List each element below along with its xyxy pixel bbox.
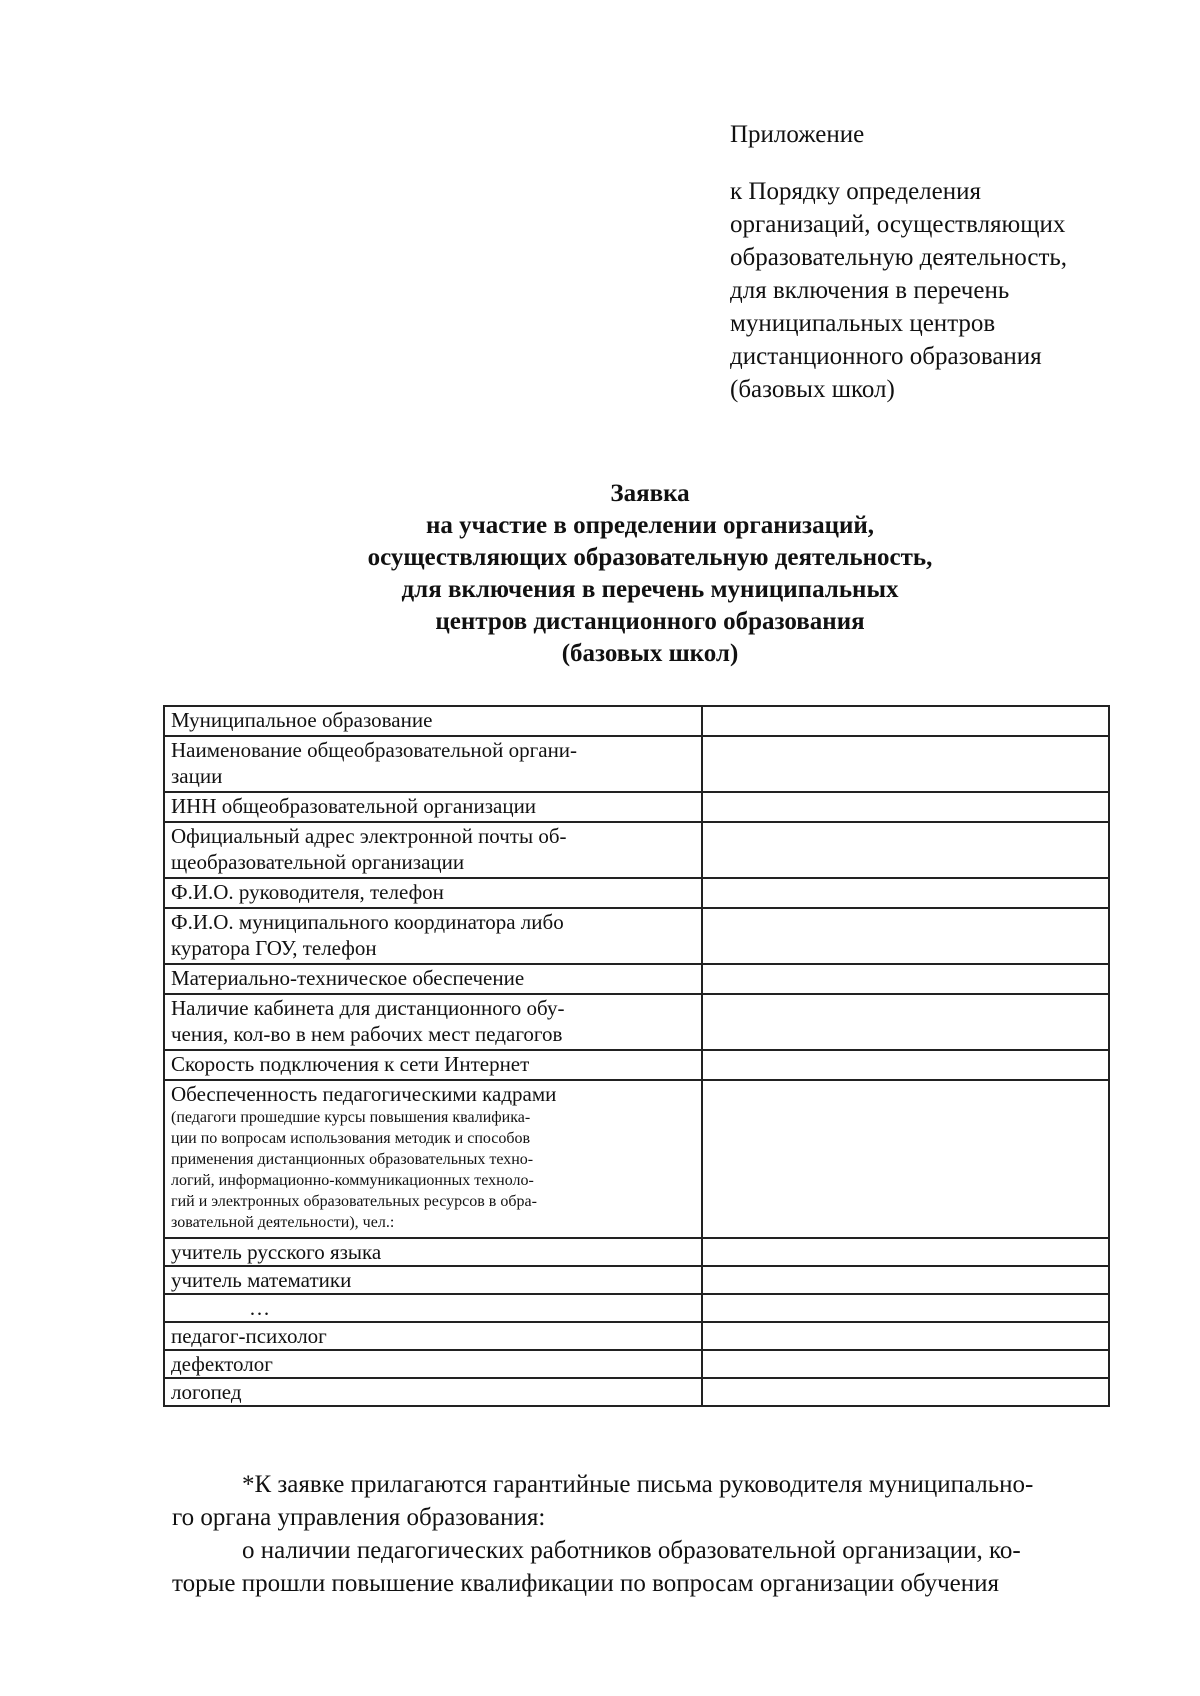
row-value-cell[interactable] <box>702 1350 1109 1378</box>
footnote-line: о наличии педагогических работников образовательной организации, ко- <box>242 1537 1021 1564</box>
table-row <box>164 964 1109 994</box>
appendix-title: Приложение <box>730 121 865 148</box>
table-row <box>164 908 1109 964</box>
document-title <box>160 478 1140 670</box>
title-line: для включения в перечень муниципальных <box>401 576 899 603</box>
row-label: Ф.И.О. муниципального координатора либо куратора ГОУ, телефон <box>164 908 702 964</box>
row-value-cell[interactable] <box>702 1050 1109 1080</box>
table-row <box>164 1080 1109 1238</box>
row-label: Муниципальное образование <box>164 706 702 736</box>
row-value-cell[interactable] <box>702 736 1109 792</box>
row-value-cell[interactable] <box>702 908 1109 964</box>
table-row <box>164 822 1109 878</box>
row-value-cell[interactable] <box>702 822 1109 878</box>
table-row <box>164 1322 1109 1350</box>
row-value-cell[interactable] <box>702 1322 1109 1350</box>
row-value-cell[interactable] <box>702 1266 1109 1294</box>
row-label: Наименование общеобразовательной органи- зации <box>164 736 702 792</box>
row-value-cell[interactable] <box>702 994 1109 1050</box>
table-row <box>164 736 1109 792</box>
row-value-cell[interactable] <box>702 1378 1109 1406</box>
title-line: Заявка <box>610 480 690 507</box>
staff-ellipsis: … <box>164 1294 702 1322</box>
row-value-cell[interactable] <box>702 1080 1109 1238</box>
staff-label: учитель русского языка <box>164 1238 702 1266</box>
appendix-line: образовательную деятельность, <box>730 244 1068 271</box>
staff-label: логопед <box>164 1378 702 1406</box>
table-row <box>164 1294 1109 1322</box>
table-row <box>164 1266 1109 1294</box>
row-value-cell[interactable] <box>702 706 1109 736</box>
row-label: Официальный адрес электронной почты об- щеобразовательной организации <box>164 822 702 878</box>
staffing-note: (педагоги прошедшие курсы повышения квалифика- ции по вопросам использования методик и способов применения дистанционных образовательных техно- логий, информационно-коммуникационных техноло- гий и электронных образовательных ресурсов в обра- зовательной деятельности), чел.: <box>171 1109 537 1231</box>
title-line: (базовых школ) <box>561 640 739 667</box>
appendix-line: организаций, осуществляющих <box>730 211 1066 238</box>
appendix-header <box>730 118 1170 406</box>
appendix-line: к Порядку определения <box>730 178 982 205</box>
appendix-line: для включения в перечень <box>730 277 1010 304</box>
table-row <box>164 1350 1109 1378</box>
row-value-cell[interactable] <box>702 964 1109 994</box>
footnote-line: торые прошли повышение квалификации по вопросам организации обучения <box>172 1570 1000 1597</box>
table-row <box>164 1050 1109 1080</box>
appendix-line: дистанционного образования <box>730 343 1042 370</box>
row-label: Ф.И.О. руководителя, телефон <box>164 878 702 908</box>
table-row <box>164 706 1109 736</box>
row-value-cell[interactable] <box>702 878 1109 908</box>
staff-label: педагог-психолог <box>164 1322 702 1350</box>
appendix-line: муниципальных центров <box>730 310 996 337</box>
staffing-label: Обеспеченность педагогическими кадрами <box>171 1082 557 1106</box>
staffing-cell <box>164 1080 702 1238</box>
row-value-cell[interactable] <box>702 792 1109 822</box>
table-row <box>164 792 1109 822</box>
title-line: на участие в определении организаций, <box>425 512 875 539</box>
footnote-line: го органа управления образования: <box>172 1504 546 1531</box>
table-row <box>164 1238 1109 1266</box>
footnote <box>172 1468 1148 1600</box>
table-row <box>164 1378 1109 1406</box>
footnote-line: *К заявке прилагаются гарантийные письма руководителя муниципально- <box>242 1471 1034 1498</box>
row-label: Скорость подключения к сети Интернет <box>164 1050 702 1080</box>
row-value-cell[interactable] <box>702 1294 1109 1322</box>
title-line: осуществляющих образовательную деятельность, <box>367 544 933 571</box>
staff-label: дефектолог <box>164 1350 702 1378</box>
staff-label: учитель математики <box>164 1266 702 1294</box>
appendix-line: (базовых школ) <box>730 376 895 403</box>
application-table <box>163 705 1110 1407</box>
row-label: ИНН общеобразовательной организации <box>164 792 702 822</box>
row-label: Наличие кабинета для дистанционного обу- чения, кол-во в нем рабочих мест педагогов <box>164 994 702 1050</box>
table-row <box>164 994 1109 1050</box>
row-value-cell[interactable] <box>702 1238 1109 1266</box>
row-label: Материально-техническое обеспечение <box>164 964 702 994</box>
table-row <box>164 878 1109 908</box>
title-line: центров дистанционного образования <box>435 608 865 635</box>
